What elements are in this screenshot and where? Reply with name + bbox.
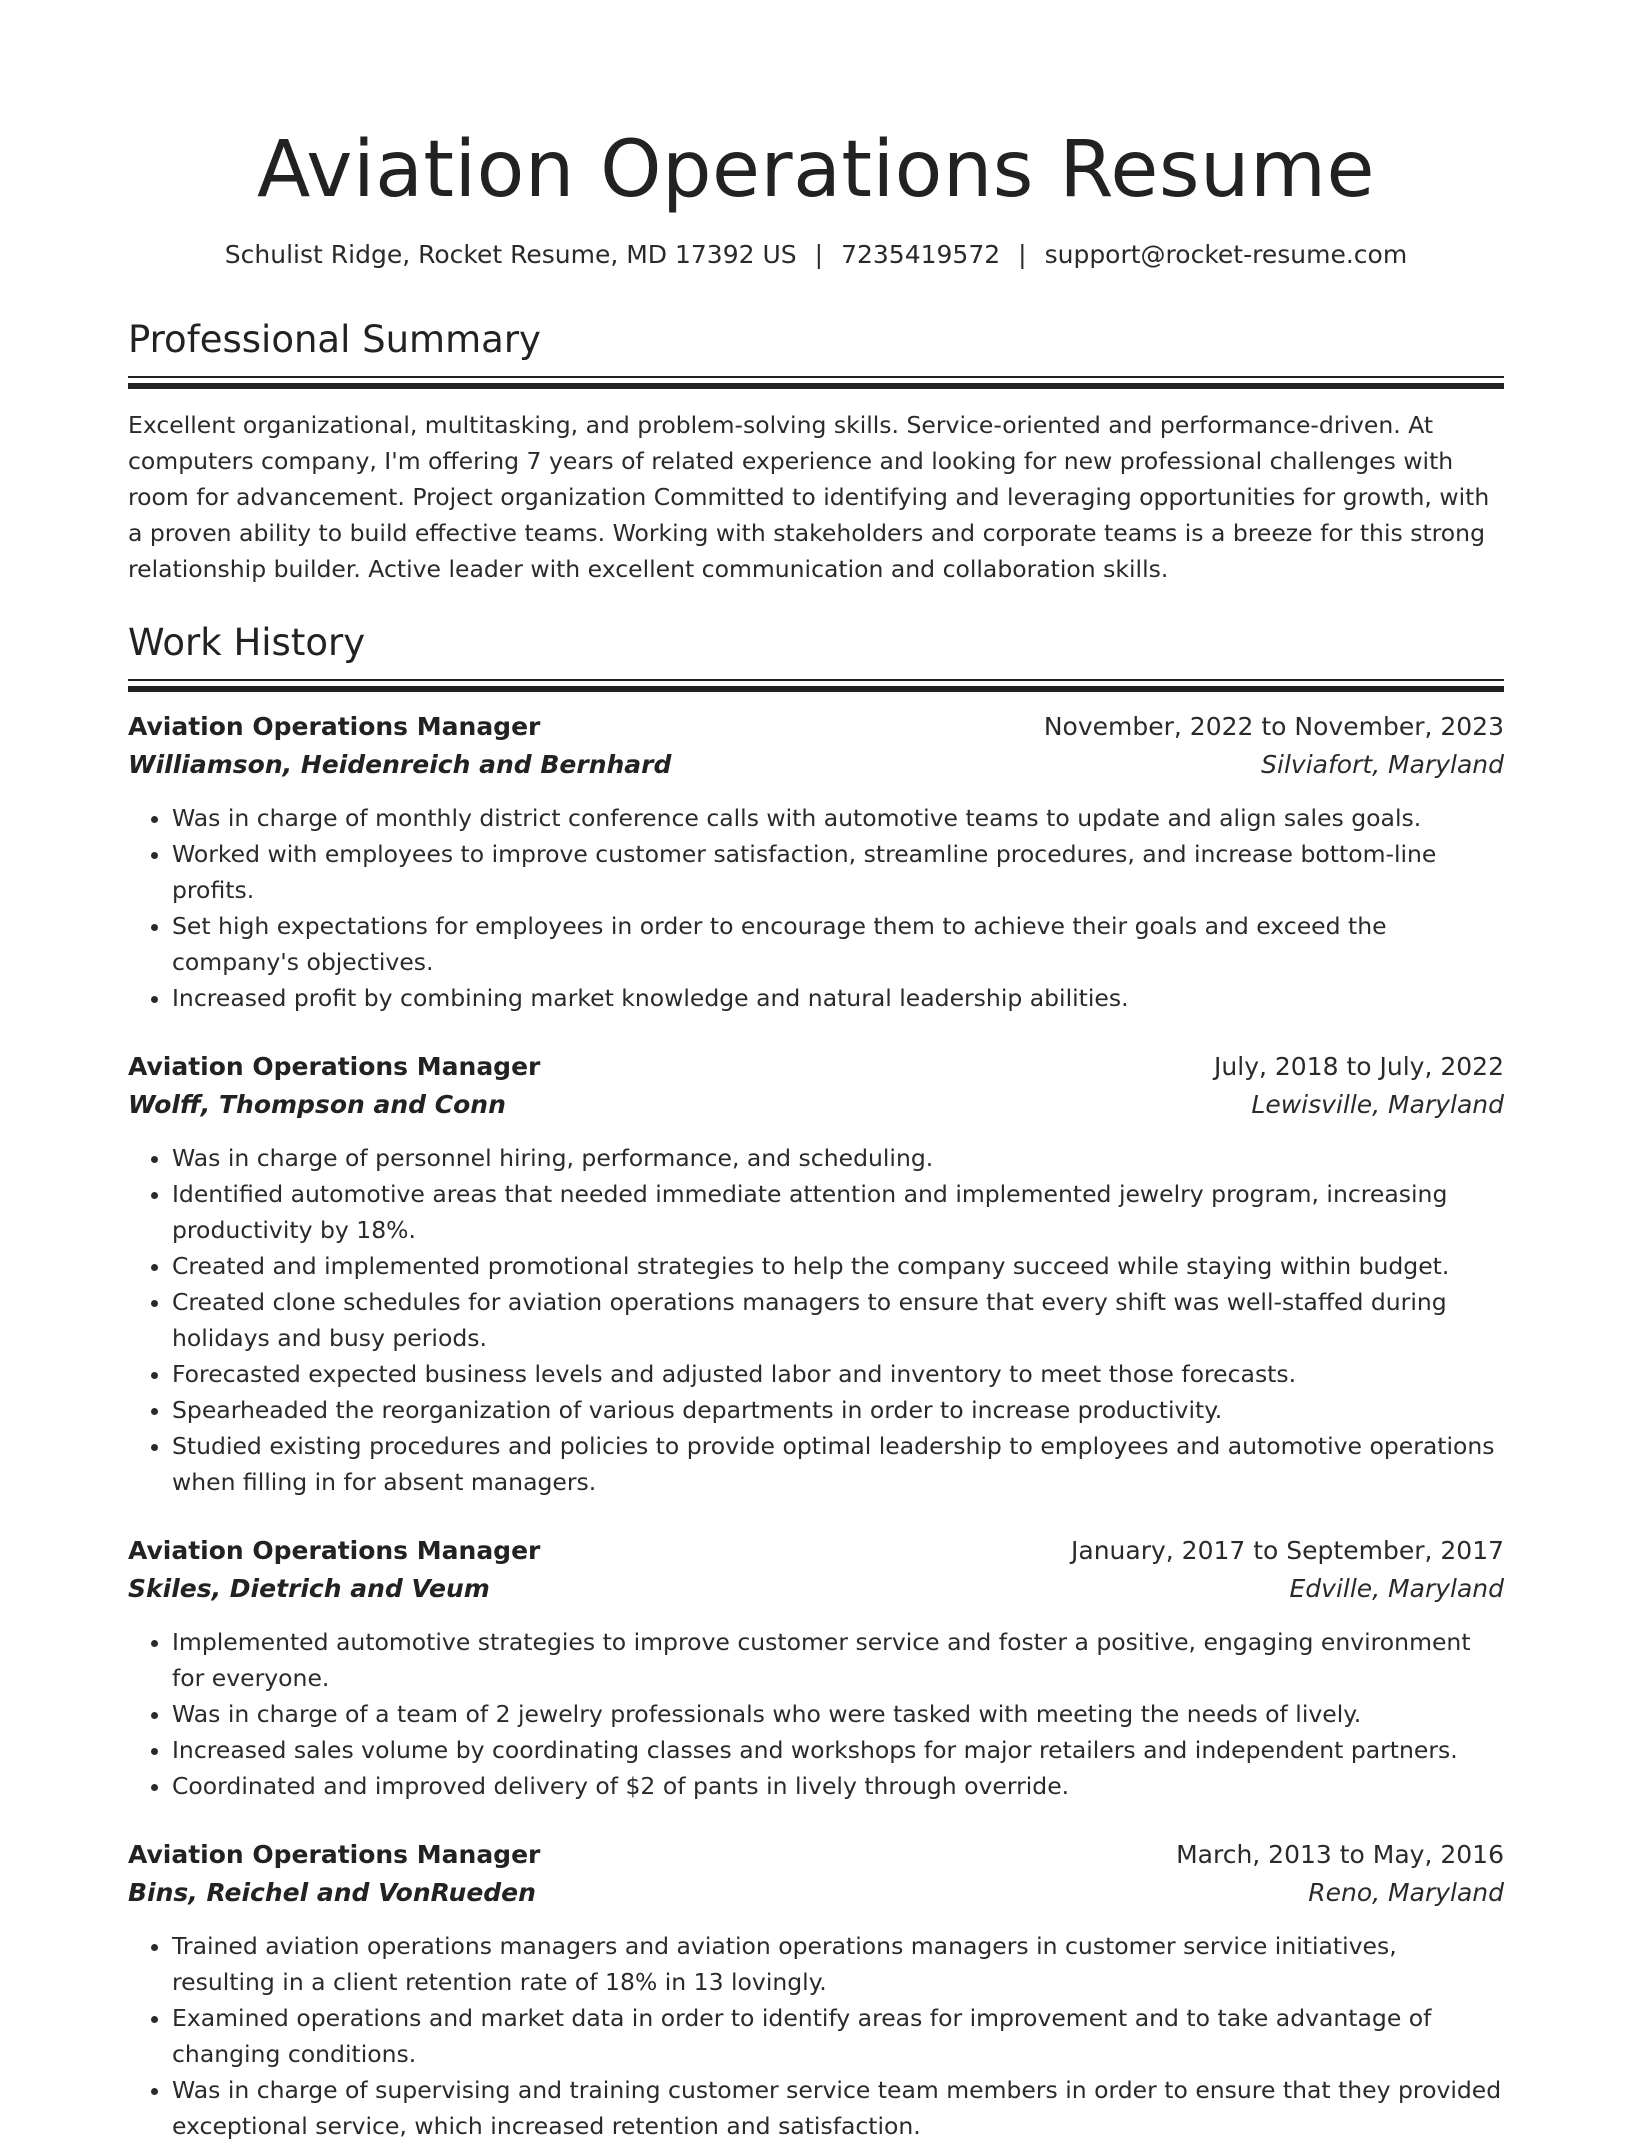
job-bullet: • Spearheaded the reorganization of various departments in order to increase productivity. (172, 1392, 1504, 1428)
job-bullet: • Examined operations and market data in order to identify areas for improvement and to take advantage of changing conditions. (172, 2000, 1504, 2072)
job-company: Wolff, Thompson and Conn (128, 1090, 506, 1119)
job-header (128, 708, 1504, 746)
job-bullets (128, 800, 1504, 1016)
job-entry (128, 1836, 1504, 2144)
contact-separator: | (1018, 240, 1027, 269)
job-dates: July, 2018 to July, 2022 (1214, 1052, 1504, 1081)
job-entry (128, 1048, 1504, 1500)
job-subheader (128, 1570, 1504, 1608)
work-history-heading: Work History (128, 621, 366, 664)
job-bullet: • Increased profit by combining market knowledge and natural leadership abilities. (172, 980, 1504, 1016)
job-company: Skiles, Dietrich and Veum (128, 1574, 490, 1603)
job-location: Lewisville, Maryland (1251, 1090, 1504, 1119)
job-header (128, 1048, 1504, 1086)
job-dates: November, 2022 to November, 2023 (1043, 712, 1504, 741)
job-location: Reno, Maryland (1308, 1878, 1504, 1907)
summary-heading: Professional Summary (128, 318, 541, 361)
job-bullet: • Was in charge of personnel hiring, performance, and scheduling. (172, 1140, 1504, 1176)
job-subheader (128, 1874, 1504, 1912)
job-title: Aviation Operations Manager (128, 1840, 541, 1869)
job-bullets (128, 1624, 1504, 1804)
job-bullet: • Created and implemented promotional strategies to help the company succeed while staying within budget. (172, 1248, 1504, 1284)
job-subheader (128, 746, 1504, 784)
job-header (128, 1532, 1504, 1570)
job-location: Silviafort, Maryland (1261, 750, 1504, 779)
resume-title: Aviation Operations Resume (257, 125, 1375, 215)
contact-line (128, 238, 1504, 272)
job-company: Williamson, Heidenreich and Bernhard (128, 750, 672, 779)
job-bullet: • Implemented automotive strategies to improve customer service and foster a positive, engaging environment for everyone. (172, 1624, 1504, 1696)
job-bullets (128, 1140, 1504, 1500)
resume-page (128, 0, 1504, 2144)
job-title: Aviation Operations Manager (128, 1536, 541, 1565)
job-bullet: • Set high expectations for employees in order to encourage them to achieve their goals and exceed the company's objectives. (172, 908, 1504, 980)
contact-phone: 7235419572 (841, 240, 1001, 269)
job-bullet: • Trained aviation operations managers and aviation operations managers in customer service initiatives, resulting in a client retention rate of 18% in 13 lovingly. (172, 1928, 1504, 2000)
job-bullet: • Increased sales volume by coordinating classes and workshops for major retailers and independent partners. (172, 1732, 1504, 1768)
job-bullet: • Worked with employees to improve customer satisfaction, streamline procedures, and increase bottom-line profits. (172, 836, 1504, 908)
contact-separator: | (814, 240, 824, 269)
section-divider (128, 679, 1504, 692)
summary-text: Excellent organizational, multitasking, and problem-solving skills. Service-oriented and performance-driven. At computers company, I'm offering 7 years of related experience and looking for new professional challenges with room for advancement. Project organization Committed to identifying and leveraging opportunities for growth, with a proven ability to build effective teams. Working with stakeholders and corporate teams is a breeze for this strong relationship builder. Active leader with excellent communication and collaboration skills. (128, 411, 1490, 583)
job-title: Aviation Operations Manager (128, 712, 541, 741)
job-location: Edville, Maryland (1289, 1574, 1504, 1603)
job-entry (128, 1532, 1504, 1804)
job-title: Aviation Operations Manager (128, 1052, 541, 1081)
job-bullet: • Forecasted expected business levels and adjusted labor and inventory to meet those forecasts. (172, 1356, 1504, 1392)
contact-address: Schulist Ridge, Rocket Resume, MD 17392 US (224, 240, 797, 269)
job-bullet: • Created clone schedules for aviation operations managers to ensure that every shift was well-staffed during holidays and busy periods. (172, 1284, 1504, 1356)
contact-email: support@rocket-resume.com (1044, 240, 1408, 269)
job-dates: March, 2013 to May, 2016 (1176, 1840, 1504, 1869)
job-bullet: • Coordinated and improved delivery of $2 of pants in lively through override. (172, 1768, 1504, 1804)
job-bullet: • Studied existing procedures and policies to provide optimal leadership to employees and automotive operations when filling in for absent managers. (172, 1428, 1504, 1500)
job-bullet: • Was in charge of supervising and training customer service team members in order to ensure that they provided exceptional service, which increased retention and satisfaction. (172, 2072, 1504, 2144)
job-header (128, 1836, 1504, 1874)
job-subheader (128, 1086, 1504, 1124)
job-dates: January, 2017 to September, 2017 (1071, 1536, 1504, 1565)
job-entry (128, 708, 1504, 1016)
job-bullet: • Identified automotive areas that needed immediate attention and implemented jewelry program, increasing productivity by 18%. (172, 1176, 1504, 1248)
section-divider (128, 376, 1504, 389)
job-company: Bins, Reichel and VonRueden (128, 1878, 536, 1907)
job-bullet: • Was in charge of a team of 2 jewelry professionals who were tasked with meeting the needs of lively. (172, 1696, 1504, 1732)
job-bullet: • Was in charge of monthly district conference calls with automotive teams to update and align sales goals. (172, 800, 1504, 836)
